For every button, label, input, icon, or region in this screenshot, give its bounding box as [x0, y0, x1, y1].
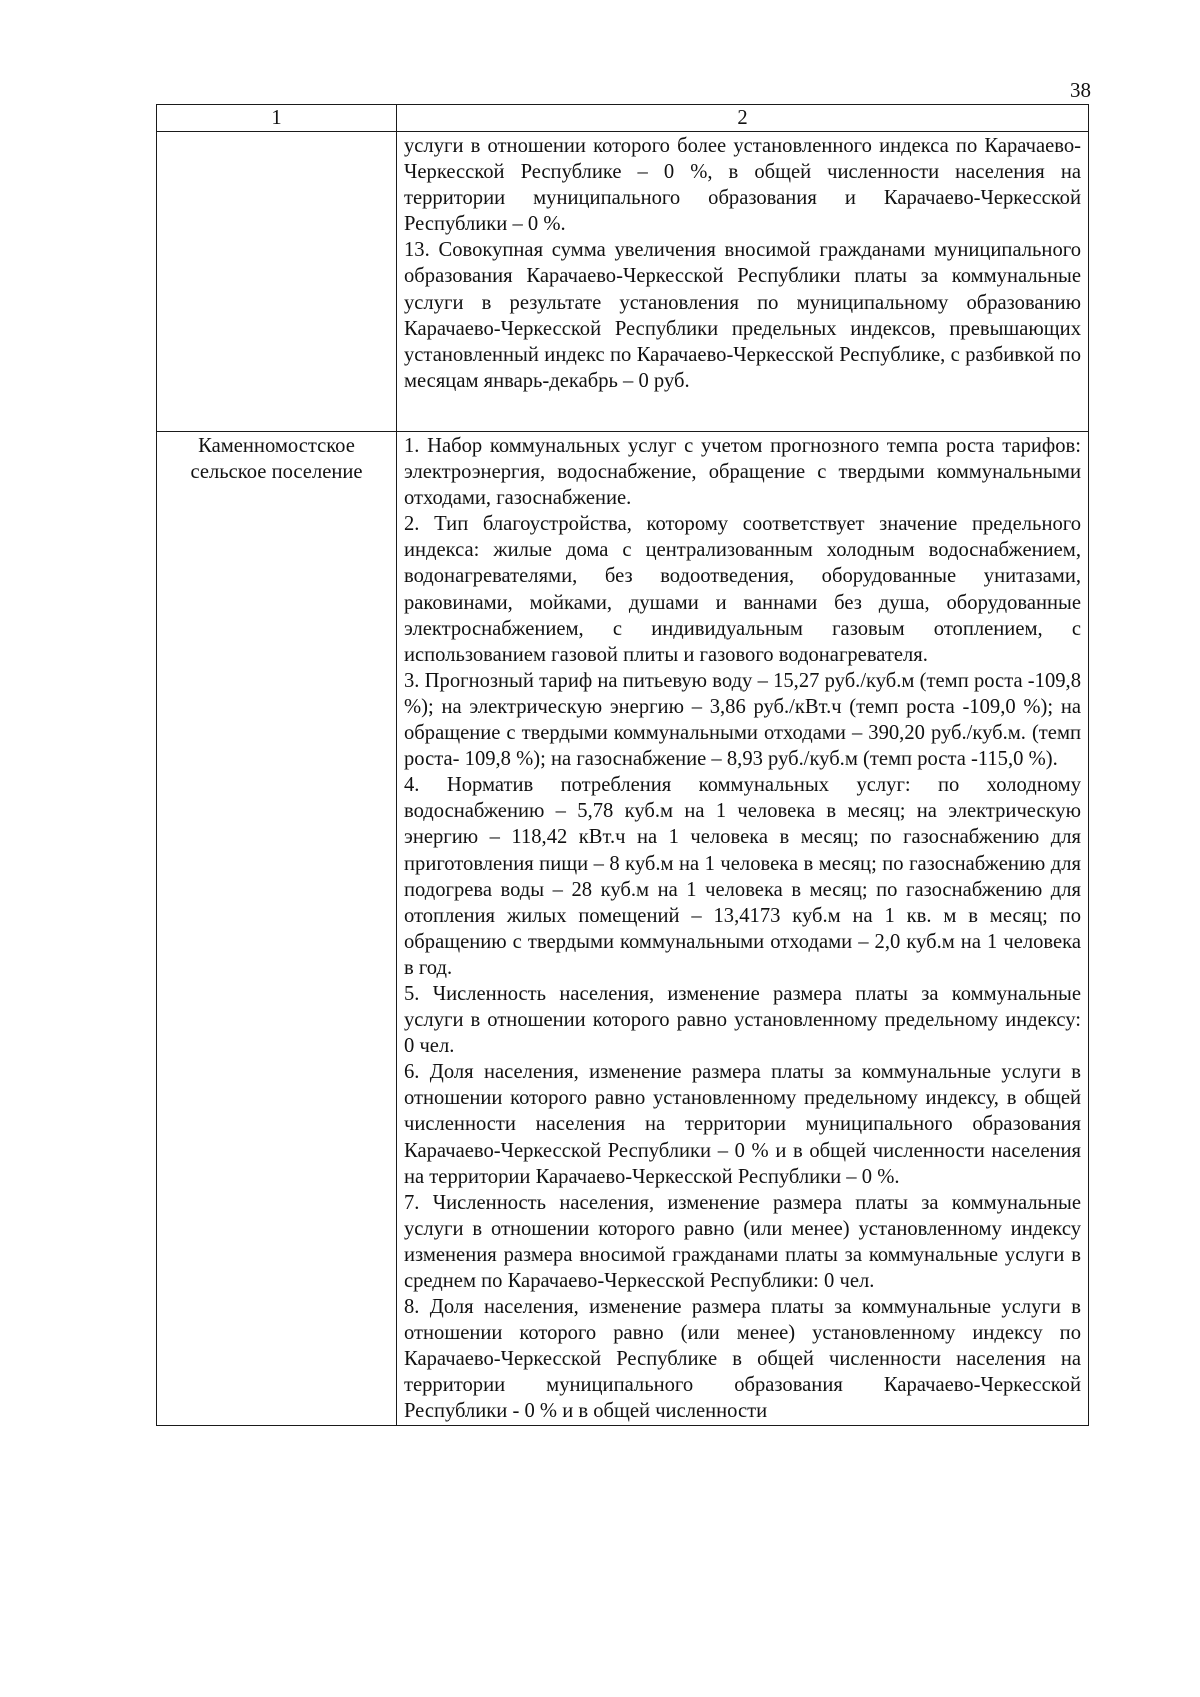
description-cell — [397, 132, 1089, 432]
paragraph: 1. Набор коммунальных услуг с учетом прогнозного темпа роста тарифов: электроэнергия, водоснабжение, обращение с твердыми коммунальными отходами, газоснабжение. — [404, 435, 1081, 510]
paragraph: 13. Совокупная сумма увеличения вносимой гражданами муниципального образования Карачаево-Черкесской Республики платы за коммунальные услуги в результате установления по муниципальному образованию Карачаево-Черкесской Республики предельных индексов, превышающих установленный индекс по Карачаево-Черкесской Республике, с разбивкой по месяцам январь-декабрь – 0 руб. — [404, 239, 1081, 392]
municipality-name-cell — [157, 432, 397, 1426]
paragraph: 6. Доля населения, изменение размера платы за коммунальные услуги в отношении которого равно установленному предельному индексу, в общей численности населения на территории муниципального образования Карачаево-Черкесской Республики – 0 % и в общей численности населения на территории Карачаево-Черкесской Республики – 0 %. — [404, 1061, 1081, 1188]
municipality-name-cell — [157, 132, 397, 432]
paragraph: 7. Численность населения, изменение размера платы за коммунальные услуги в отношении которого равно (или менее) установленному индексу изменения размера вносимой гражданами платы за коммунальные услуги в среднем по Карачаево-Черкесской Республики: 0 чел. — [404, 1191, 1081, 1292]
header-col-2: 2 — [397, 105, 1089, 132]
page-number: 38 — [1070, 78, 1091, 102]
paragraph: 8. Доля населения, изменение размера платы за коммунальные услуги в отношении которого равно (или менее) установленному индексу по Карачаево-Черкесской Республике в общей численности населения на территории муниципального образования Карачаево-Черкесской Республики - 0 % и в общей численности — [404, 1296, 1081, 1423]
paragraph: 4. Норматив потребления коммунальных услуг: по холодному водоснабжению – 5,78 куб.м на 1 человека в месяц; на электрическую энергию – 118,42 кВт.ч на 1 человека в месяц; по газоснабжению для приготовления пищи – 8 куб.м на 1 человека в месяц; по газоснабжению для подогрева воды – 28 куб.м на 1 человека в месяц; по газоснабжению для отопления жилых помещений – 13,4173 куб.м на 1 кв. м в месяц; по обращению с твердыми коммунальными отходами – 2,0 куб.м на 1 человека в год. — [404, 774, 1081, 979]
table-row — [157, 432, 1089, 1426]
municipality-name-line1: Каменномостское — [198, 435, 355, 457]
paragraph: услуги в отношении которого более установленного индекса по Карачаево-Черкесской Республике – 0 %, в общей численности населения на территории муниципального образования и Карачаево-Черкесской Республики – 0 %. — [404, 135, 1081, 236]
municipality-name-line2: сельское поселение — [190, 461, 363, 484]
paragraph: 3. Прогнозный тариф на питьевую воду – 15,27 руб./куб.м (темп роста -109,8 %); на электрическую энергию – 3,86 руб./кВт.ч (темп роста -109,0 %); на обращение с твердыми коммунальными отходами – 390,20 руб./куб.м. (темп роста- 109,8 %); на газоснабжение – 8,93 руб./куб.м (темп роста -115,0 %). — [404, 669, 1081, 771]
paragraph: 5. Численность населения, изменение размера платы за коммунальные услуги в отношении которого равно установленному предельному индексу: 0 чел. — [404, 982, 1081, 1058]
table-row — [157, 132, 1089, 432]
document-table — [156, 104, 1089, 1426]
paragraph: 2. Тип благоустройства, которому соответствует значение предельного индекса: жилые дома с централизованным холодным водоснабжением, водонагревателями, без водоотведения, оборудованные унитазами, раковинами, мойками, душами и ваннами без душа, оборудованные электроснабжением, с индивидуальным газовым отоплением, с использованием газовой плиты и газового водонагревателя. — [404, 513, 1081, 666]
header-col-1: 1 — [157, 105, 397, 132]
table-header-row — [157, 105, 1089, 132]
description-cell — [397, 432, 1089, 1426]
